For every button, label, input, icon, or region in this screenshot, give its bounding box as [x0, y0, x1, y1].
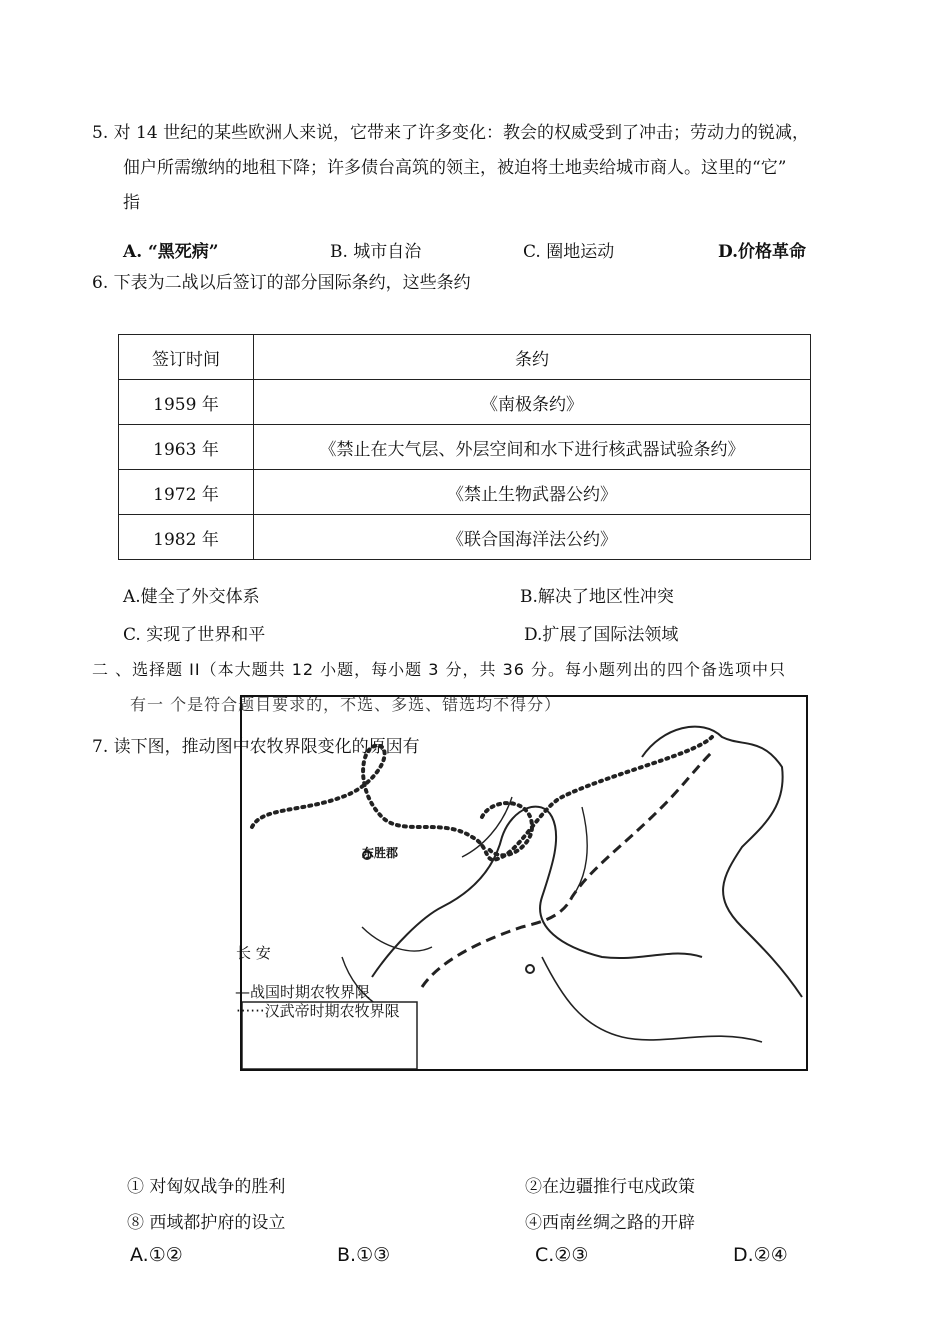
- q7-item-2: ②在边疆推行屯戍政策: [525, 1177, 695, 1197]
- q5-stem-line3: 指: [123, 193, 140, 213]
- warring-boundary: [422, 752, 712, 987]
- q5-option-a[interactable]: A. “黑死病”: [123, 242, 219, 262]
- coastline: [642, 727, 802, 997]
- row-year: 1959 年: [119, 380, 254, 425]
- q7-choice-c[interactable]: C.②③: [535, 1244, 589, 1266]
- q5-stem-line1: 5. 对 14 世纪的某些欧洲人来说，它带来了许多变化：教会的权威受到了冲击；劳动力的锐减，: [92, 123, 810, 143]
- river-north: [462, 797, 587, 897]
- q6-stem: 6. 下表为二战以后签订的部分国际条约，这些条约: [92, 273, 471, 293]
- city-marker-changan: [526, 965, 534, 973]
- row-year: 1963 年: [119, 425, 254, 470]
- q7-item-4: ④西南丝绸之路的开辟: [525, 1213, 695, 1233]
- table-row: [119, 380, 811, 425]
- legend-han-wudi: ······汉武帝时期农牧界限: [236, 1002, 400, 1020]
- q7-choice-b[interactable]: B.①③: [337, 1244, 391, 1266]
- q6-option-a[interactable]: A.健全了外交体系: [123, 587, 260, 607]
- header-date: 签订时间: [119, 335, 254, 380]
- q6-option-b[interactable]: B.解决了地区性冲突: [520, 587, 674, 607]
- table-row: [119, 515, 811, 560]
- city-label-dongsheng: 东胜郡: [362, 846, 399, 860]
- yellow-river: [372, 807, 702, 977]
- row-treaty: 《南极条约》: [254, 380, 811, 425]
- q5-option-c[interactable]: C. 圈地运动: [523, 242, 615, 262]
- table-header-row: [119, 335, 811, 380]
- row-treaty: 《联合国海洋法公约》: [254, 515, 811, 560]
- table-row: [119, 470, 811, 515]
- section-heading-line1: 二 、选择题 II（本大题共 12 小题，每小题 3 分，共 36 分。每小题列出的四个备选项中只: [92, 660, 787, 679]
- legend-changan: 长 安: [236, 944, 271, 962]
- q7-choice-a[interactable]: A.①②: [130, 1244, 183, 1266]
- row-treaty: 《禁止在大气层、外层空间和水下进行核武器试验条约》: [254, 425, 811, 470]
- river-branch: [542, 957, 762, 1042]
- row-year: 1982 年: [119, 515, 254, 560]
- q6-option-c[interactable]: C. 实现了世界和平: [123, 625, 266, 645]
- table-row: [119, 425, 811, 470]
- legend-warring-states: —战国时期农牧界限: [235, 983, 371, 1001]
- header-treaty: 条约: [254, 335, 811, 380]
- q6-option-d[interactable]: D.扩展了国际法领域: [524, 625, 679, 645]
- q5-stem-line2: 佃户所需缴纳的地租下降；许多债台高筑的领主，被迫将土地卖给城市商人。这里的“它”: [123, 158, 787, 178]
- treaty-table: [118, 334, 811, 560]
- q7-choice-d[interactable]: D.②④: [733, 1244, 788, 1266]
- section-heading-line2: 有一 个是符合题目要求的，不选、多选、错选均不得分）: [130, 695, 562, 714]
- q5-option-d[interactable]: D.价格革命: [718, 242, 807, 262]
- q5-option-b[interactable]: B. 城市自治: [330, 242, 422, 262]
- q7-item-3: ⑧ 西域都护府的设立: [127, 1213, 286, 1233]
- row-treaty: 《禁止生物武器公约》: [254, 470, 811, 515]
- row-year: 1972 年: [119, 470, 254, 515]
- q7-stem: 7. 读下图，推动图中农牧界限变化的原因有: [92, 737, 420, 757]
- q7-item-1: ① 对匈奴战争的胜利: [127, 1177, 286, 1197]
- dotted-line-icon: ······: [236, 1002, 265, 1020]
